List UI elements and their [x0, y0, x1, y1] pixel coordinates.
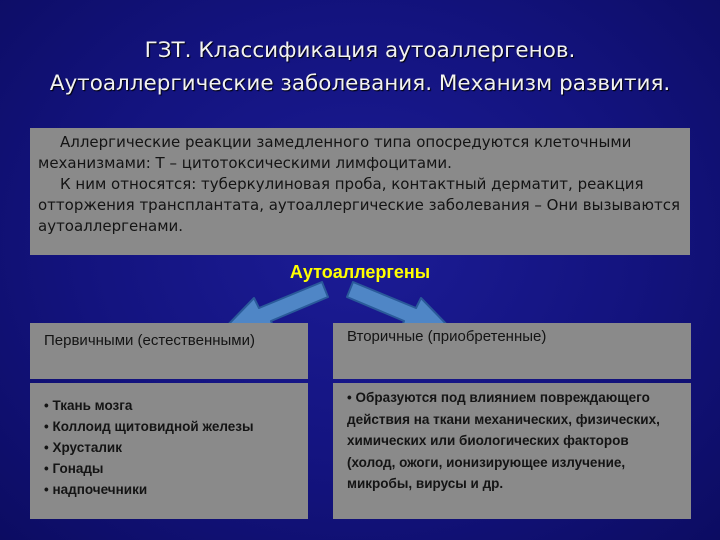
list-item: • Коллоид щитовидной железы: [44, 419, 254, 434]
intro-paragraph-1: Аллергические реакции замедленного типа опосредуются клеточными механизмами: Т – цитотоксическими лимфоцитами.: [38, 133, 632, 172]
intro-paragraph-2: К ним относятся: туберкулиновая проба, контактный дерматит, реакция отторжения трансплантата, аутоаллергические заболевания – Они вызываются аутоаллергенами.: [38, 175, 680, 235]
secondary-description-box: • Образуются под влиянием повреждающего действия на ткани механических, физических, химических или биологических факторов (холод, ожоги, ионизирующее излучение, микробы, вирусы и др.: [333, 383, 691, 519]
title-line-2: Аутоаллергические заболевания. Механизм развития.: [49, 71, 671, 96]
list-item: • надпочечники: [44, 482, 148, 497]
title-line-1: ГЗТ. Классификация аутоаллергенов.: [144, 38, 576, 63]
secondary-heading-box: Вторичные (приобретенные): [333, 323, 691, 379]
list-item: • Ткань мозга: [44, 398, 133, 413]
primary-list-box: [30, 383, 308, 519]
primary-heading-box: Первичными (естественными): [30, 323, 308, 379]
list-item: • Хрусталик: [44, 440, 122, 455]
autoallergens-label: Аутоаллергены: [289, 262, 431, 282]
list-item: • Гонады: [44, 461, 104, 476]
